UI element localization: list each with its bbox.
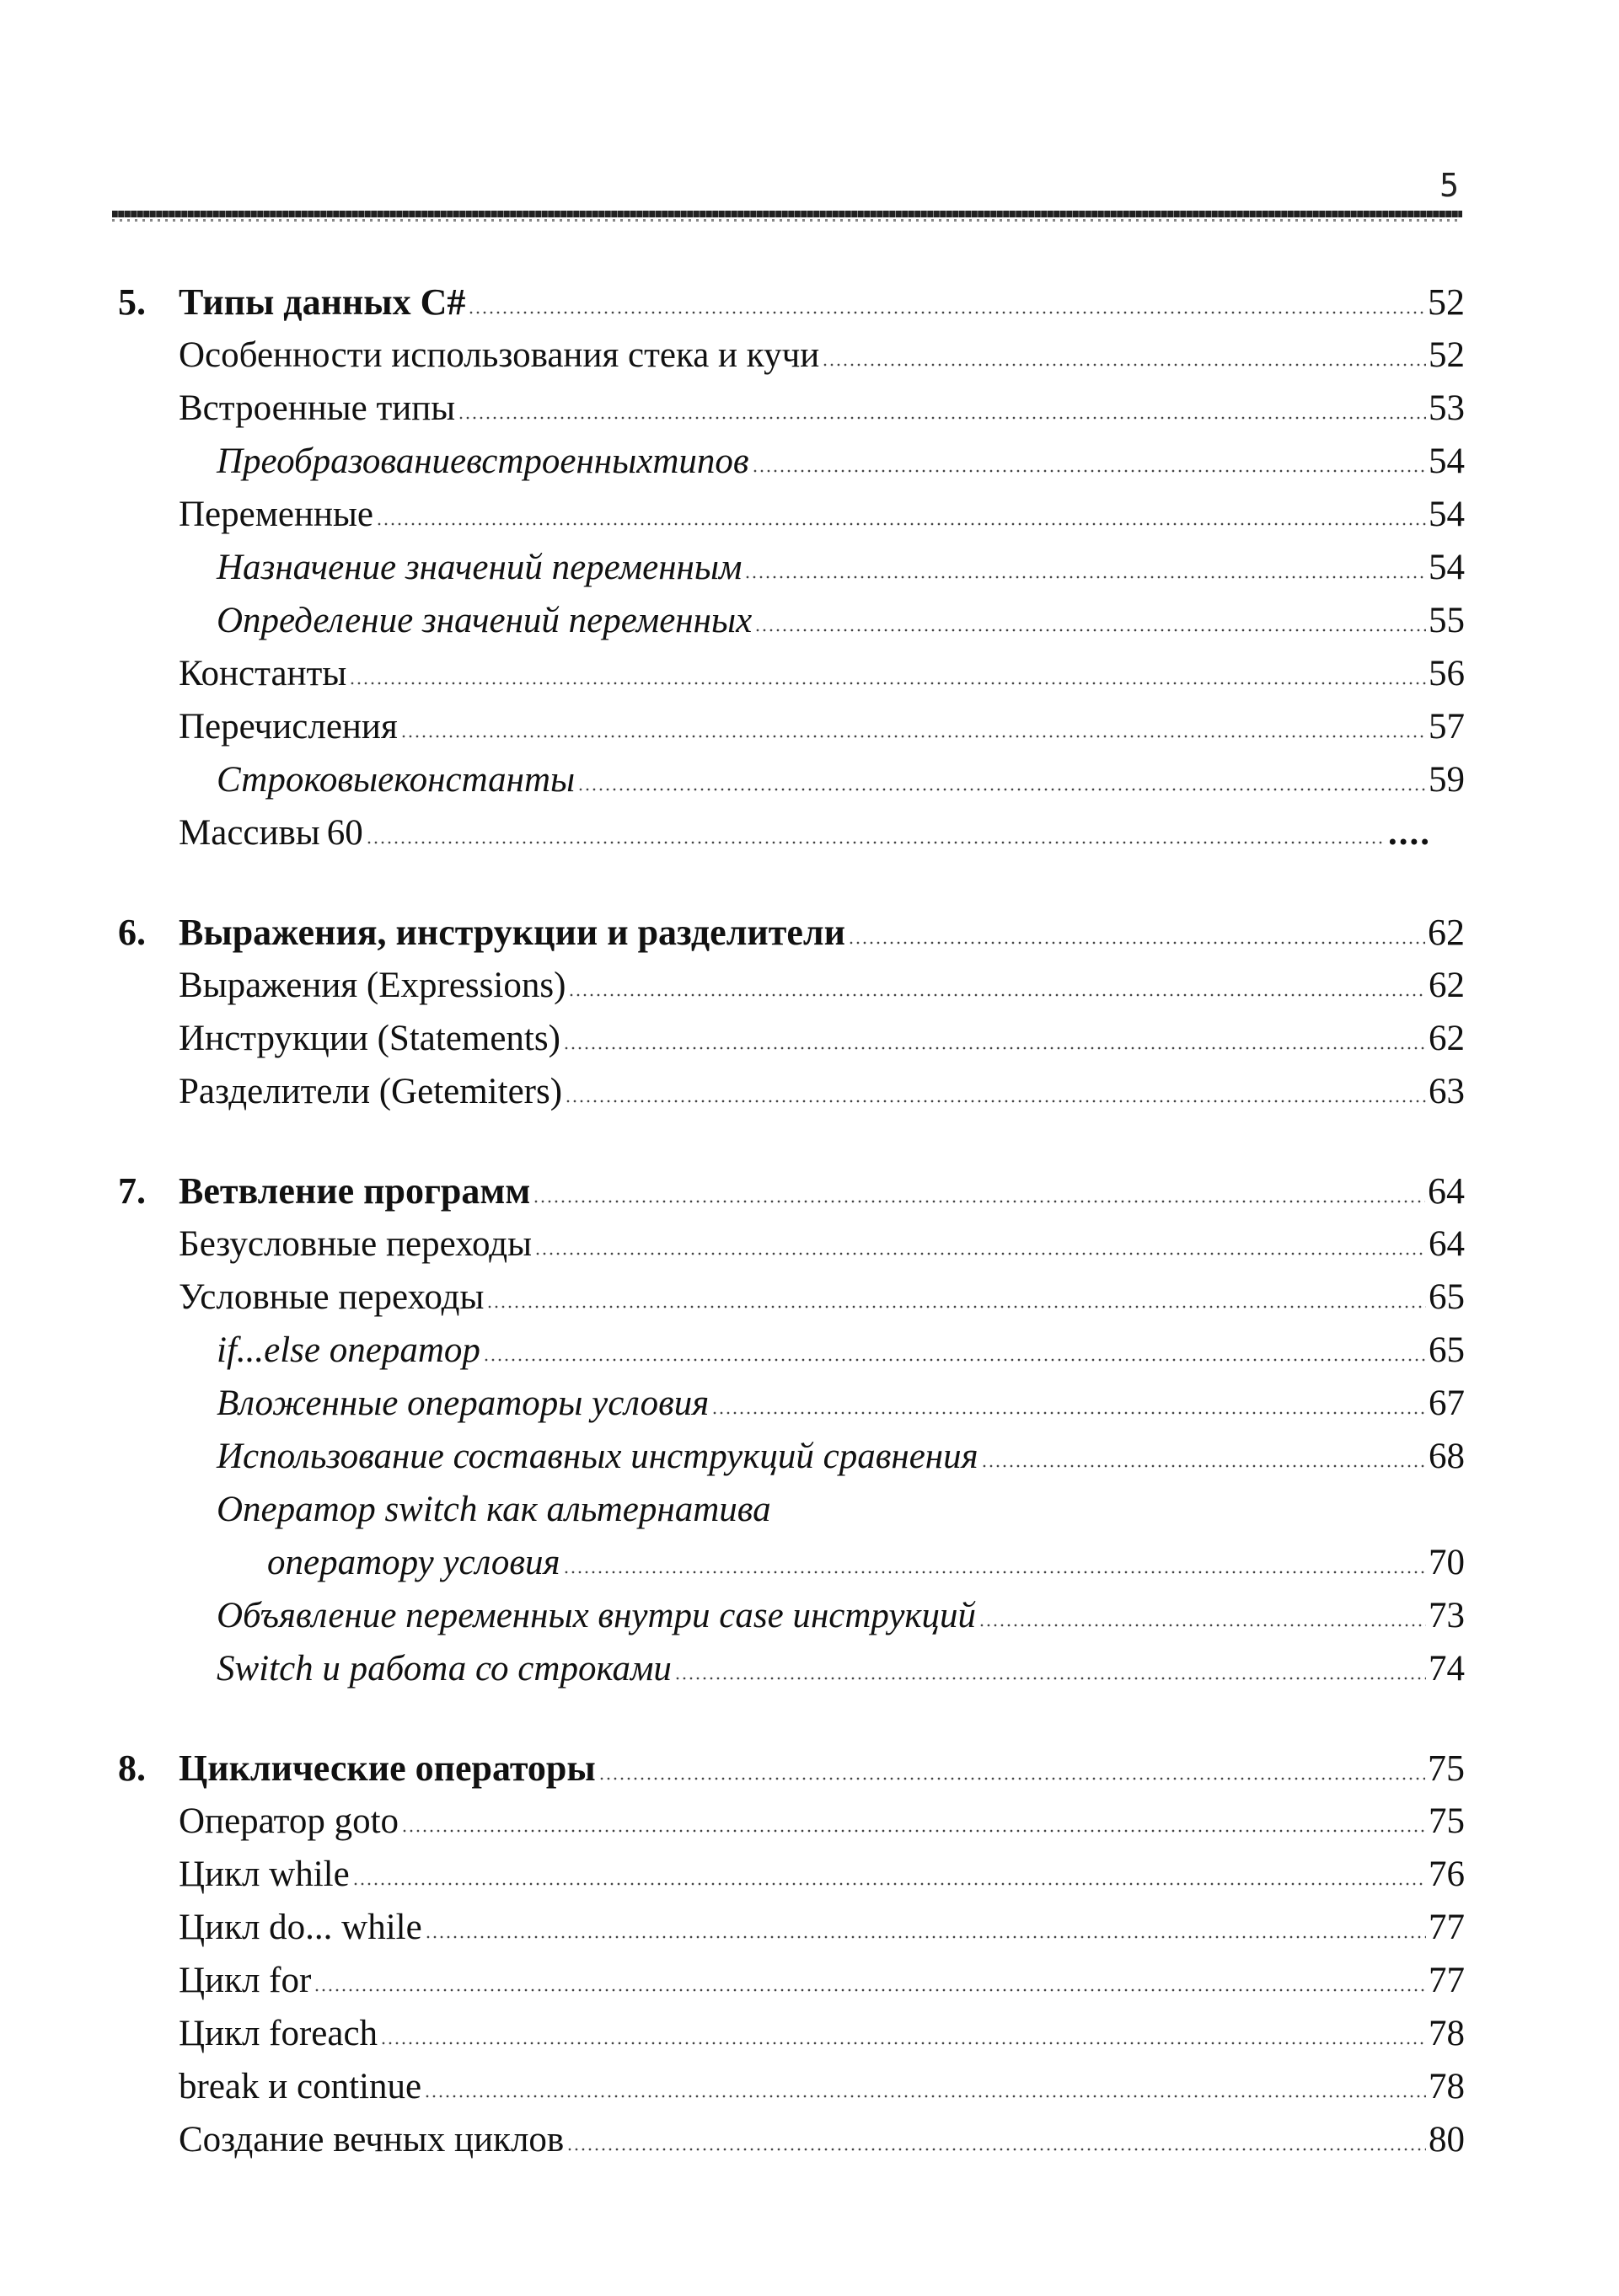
toc-entry[interactable] (118, 541, 1465, 594)
chapter-number: 6. (118, 912, 146, 953)
entry-page-number: 77 (1429, 1908, 1465, 1947)
entry-title: Безусловные переходы (179, 1224, 532, 1264)
toc-entry[interactable] (118, 1536, 1465, 1589)
toc-section (118, 1742, 1465, 2166)
entry-page-number: 53 (1429, 388, 1465, 428)
chapter-page-number: 64 (1428, 1170, 1465, 1212)
entry-title: Оператор goto (179, 1801, 399, 1841)
header-rule (112, 211, 1462, 217)
dot-leader (598, 1777, 1425, 1780)
entry-page-number: 55 (1429, 601, 1465, 640)
chapter-title: Типы данных C# (179, 281, 466, 323)
chapter-heading[interactable] (118, 276, 1465, 329)
chapter-heading[interactable] (118, 1742, 1465, 1795)
entry-page-number: 52 (1429, 335, 1465, 375)
entry-page-number: 60 (326, 813, 363, 853)
toc-entry[interactable] (118, 1271, 1465, 1324)
chapter-title: Выражения, инструкции и разделители (179, 912, 845, 953)
entry-page-number: 57 (1429, 707, 1465, 747)
entry-page-number: 76 (1429, 1854, 1465, 1894)
entry-page-number: 56 (1429, 654, 1465, 693)
chapter-page-number: 62 (1428, 912, 1465, 953)
toc-entry[interactable] (118, 959, 1465, 1012)
page-number: 5 (1439, 167, 1459, 204)
entry-page-number: 54 (1429, 442, 1465, 481)
dot-leader (468, 311, 1425, 314)
table-of-contents (118, 276, 1465, 2213)
entry-page-number: 78 (1429, 2067, 1465, 2106)
entry-page-number: 80 (1429, 2120, 1465, 2160)
chapter-page-number: 52 (1428, 281, 1465, 323)
toc-entry[interactable] (118, 1012, 1465, 1065)
entry-page-number: 62 (1429, 966, 1465, 1005)
dot-leader (424, 2095, 1426, 2098)
chapter-title: Циклические операторы (179, 1747, 596, 1789)
entry-page-number: 78 (1429, 2014, 1465, 2053)
dot-leader (566, 2148, 1426, 2151)
chapter-number: 7. (118, 1170, 146, 1212)
entry-page-number: 73 (1429, 1596, 1465, 1635)
dot-leader (568, 993, 1426, 997)
toc-entry[interactable] (118, 1483, 1465, 1536)
entry-title: if...else оператор (217, 1330, 480, 1370)
entry-title: Разделители (Getemiters) (179, 1072, 563, 1111)
toc-entry[interactable] (118, 435, 1465, 488)
dot-leader (380, 2042, 1426, 2045)
toc-section (118, 1164, 1465, 1695)
toc-entry[interactable] (118, 382, 1465, 435)
entry-page-number: 77 (1429, 1961, 1465, 2000)
toc-section (118, 906, 1465, 1118)
entry-title: Условные переходы (179, 1277, 485, 1317)
entry-title: оператору условия (267, 1543, 560, 1582)
entry-title: Использование составных инструкций сравнения (217, 1437, 978, 1476)
dot-leader (711, 1411, 1426, 1415)
toc-entry[interactable] (118, 2113, 1465, 2166)
entry-title: Массивы (179, 813, 320, 853)
entry-title: Объявление переменных внутри case инструкций (217, 1596, 977, 1635)
dot-leader (565, 1100, 1426, 1103)
entry-title: Создание вечных циклов (179, 2120, 565, 2160)
toc-section (118, 276, 1465, 859)
entry-title: Switch и работа со строками (217, 1649, 672, 1689)
dot-leader (483, 1358, 1426, 1362)
entry-page-number: 74 (1429, 1649, 1465, 1689)
dot-leader (848, 941, 1425, 945)
toc-entry[interactable] (118, 647, 1465, 700)
toc-entry[interactable] (118, 753, 1465, 806)
entry-title: Перечисления (179, 707, 398, 747)
entry-title: Определение значений переменных (217, 601, 753, 640)
entry-page-number: 59 (1429, 760, 1465, 800)
dot-leader (458, 416, 1426, 420)
entry-page-number: 75 (1429, 1801, 1465, 1841)
dot-leader (314, 1988, 1426, 1992)
dot-leader (744, 575, 1426, 579)
toc-entry[interactable] (118, 700, 1465, 753)
chapter-number: 8. (118, 1747, 146, 1789)
toc-entry[interactable] (118, 329, 1465, 382)
dot-leader (577, 788, 1426, 791)
chapter-heading[interactable] (118, 906, 1465, 959)
toc-entry[interactable] (118, 1848, 1465, 1901)
dot-leader (349, 682, 1426, 685)
dot-leader (425, 1935, 1426, 1939)
dot-leader (752, 469, 1426, 473)
entry-title: Назначение значений переменным (217, 548, 742, 587)
entry-title: Выражения (Expressions) (179, 966, 566, 1005)
dot-leader (981, 1464, 1426, 1468)
entry-title: Преобразованиевстроенныхтипов (217, 442, 749, 481)
toc-entry[interactable] (118, 1377, 1465, 1430)
dot-leader (822, 363, 1426, 367)
chapter-title: Ветвление программ (179, 1170, 531, 1212)
toc-entry[interactable] (118, 1589, 1465, 1642)
entry-page-number: 67 (1429, 1383, 1465, 1423)
dot-leader (376, 522, 1426, 526)
chapter-number: 5. (118, 281, 146, 323)
entry-title: Встроенные типы (179, 388, 456, 428)
toc-entry[interactable] (118, 1642, 1465, 1695)
toc-entry[interactable] (118, 1795, 1465, 1848)
toc-entry[interactable] (118, 488, 1465, 541)
toc-entry[interactable] (118, 1954, 1465, 2007)
entry-page-number: 64 (1429, 1224, 1465, 1264)
entry-title: Инструкции (Statements) (179, 1019, 560, 1058)
dot-leader (400, 735, 1426, 738)
dot-leader (352, 1882, 1426, 1886)
entry-title: Переменные (179, 495, 374, 534)
entry-title: Цикл while (179, 1854, 350, 1894)
toc-entry[interactable] (118, 1430, 1465, 1483)
toc-entry[interactable] (118, 2060, 1465, 2113)
entry-title: Цикл do... while (179, 1908, 422, 1947)
toc-entry[interactable] (118, 2007, 1465, 2060)
entry-page-number: 63 (1429, 1072, 1465, 1111)
entry-page-number: 65 (1429, 1277, 1465, 1317)
toc-entry[interactable] (118, 1218, 1465, 1271)
entry-title: Константы (179, 654, 347, 693)
chapter-page-number: 75 (1428, 1747, 1465, 1789)
entry-page-number: 62 (1429, 1019, 1465, 1058)
entry-title: Цикл for (179, 1961, 312, 2000)
entry-page-number: 65 (1429, 1330, 1465, 1370)
dot-leader (754, 629, 1426, 632)
entry-title: Цикл foreach (179, 2014, 378, 2053)
dot-leader (674, 1677, 1426, 1680)
toc-entry[interactable] (118, 806, 1465, 859)
dot-leader (366, 841, 1382, 844)
dot-leader (486, 1305, 1426, 1309)
entry-title: break и continue (179, 2067, 422, 2106)
entry-page-number: 54 (1429, 495, 1465, 534)
entry-title: Строковыеконстанты (217, 760, 576, 800)
toc-entry[interactable] (118, 594, 1465, 647)
dot-leader (401, 1829, 1426, 1833)
entry-title: Особенности использования стека и кучи (179, 335, 820, 375)
toc-entry[interactable] (118, 1324, 1465, 1377)
dot-leader (534, 1252, 1426, 1255)
dot-leader (533, 1200, 1425, 1203)
entry-page-number: 70 (1429, 1543, 1465, 1582)
entry-page-number: 54 (1429, 548, 1465, 587)
toc-entry[interactable] (118, 1065, 1465, 1118)
dot-leader (563, 1046, 1426, 1050)
dot-leader (978, 1624, 1426, 1627)
entry-title: Оператор switch как альтернатива (217, 1490, 771, 1529)
toc-entry[interactable] (118, 1901, 1465, 1954)
entry-page-number: 68 (1429, 1437, 1465, 1476)
trailing-dots: .... (1388, 813, 1431, 853)
chapter-heading[interactable] (118, 1164, 1465, 1218)
entry-title: Вложенные операторы условия (217, 1383, 710, 1423)
dot-leader (563, 1571, 1426, 1574)
